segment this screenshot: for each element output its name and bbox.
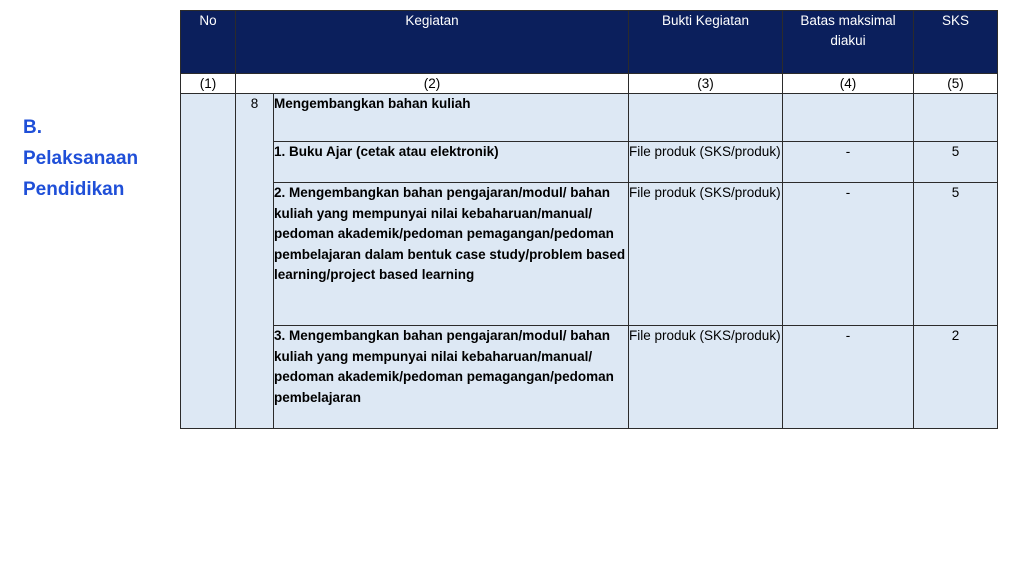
table-row (181, 326, 998, 429)
table-row (181, 94, 998, 142)
header-kegiatan: Kegiatan (236, 11, 629, 74)
kegiatan-cell: Mengembangkan bahan kuliah (274, 94, 629, 142)
batas-cell: - (783, 183, 914, 326)
activity-table (180, 10, 998, 429)
item-number: 8 (236, 94, 274, 429)
index-cell: (3) (629, 74, 783, 94)
index-cell: (2) (236, 74, 629, 94)
batas-cell: - (783, 326, 914, 429)
header-batas: Batas maksimal diakui (783, 11, 914, 74)
kegiatan-cell: 2. Mengembangkan bahan pengajaran/modul/ bahan kuliah yang mempunyai nilai kebaharuan/manual/ pedoman akademik/pedoman pemagangan/pedoman pembelajaran dalam bentuk case study/problem based learning/project based learning (274, 183, 629, 326)
bukti-cell: File produk (SKS/produk) (629, 326, 783, 429)
batas-cell: - (783, 142, 914, 183)
bukti-cell (629, 94, 783, 142)
table-row (181, 142, 998, 183)
table-row (181, 183, 998, 326)
section-title-line: Pendidikan (23, 179, 125, 200)
bukti-cell: File produk (SKS/produk) (629, 183, 783, 326)
header-no: No (181, 11, 236, 74)
kegiatan-cell: 3. Mengembangkan bahan pengajaran/modul/ bahan kuliah yang mempunyai nilai kebaharuan/manual/ pedoman akademik/pedoman pemagangan/pedoman pembelajaran (274, 326, 629, 429)
kegiatan-cell: 1. Buku Ajar (cetak atau elektronik) (274, 142, 629, 183)
section-title (23, 112, 138, 205)
index-cell: (5) (914, 74, 998, 94)
index-row (181, 74, 998, 94)
header-sks: SKS (914, 11, 998, 74)
header-bukti: Bukti Kegiatan (629, 11, 783, 74)
header-row (181, 11, 998, 74)
index-cell: (1) (181, 74, 236, 94)
index-cell: (4) (783, 74, 914, 94)
section-title-line: Pelaksanaan (23, 148, 139, 169)
sks-cell: 2 (914, 326, 998, 429)
sks-cell: 5 (914, 142, 998, 183)
section-title-line: B. (23, 117, 42, 138)
bukti-cell: File produk (SKS/produk) (629, 142, 783, 183)
batas-cell (783, 94, 914, 142)
sks-cell (914, 94, 998, 142)
no-cell (181, 94, 236, 429)
sks-cell: 5 (914, 183, 998, 326)
